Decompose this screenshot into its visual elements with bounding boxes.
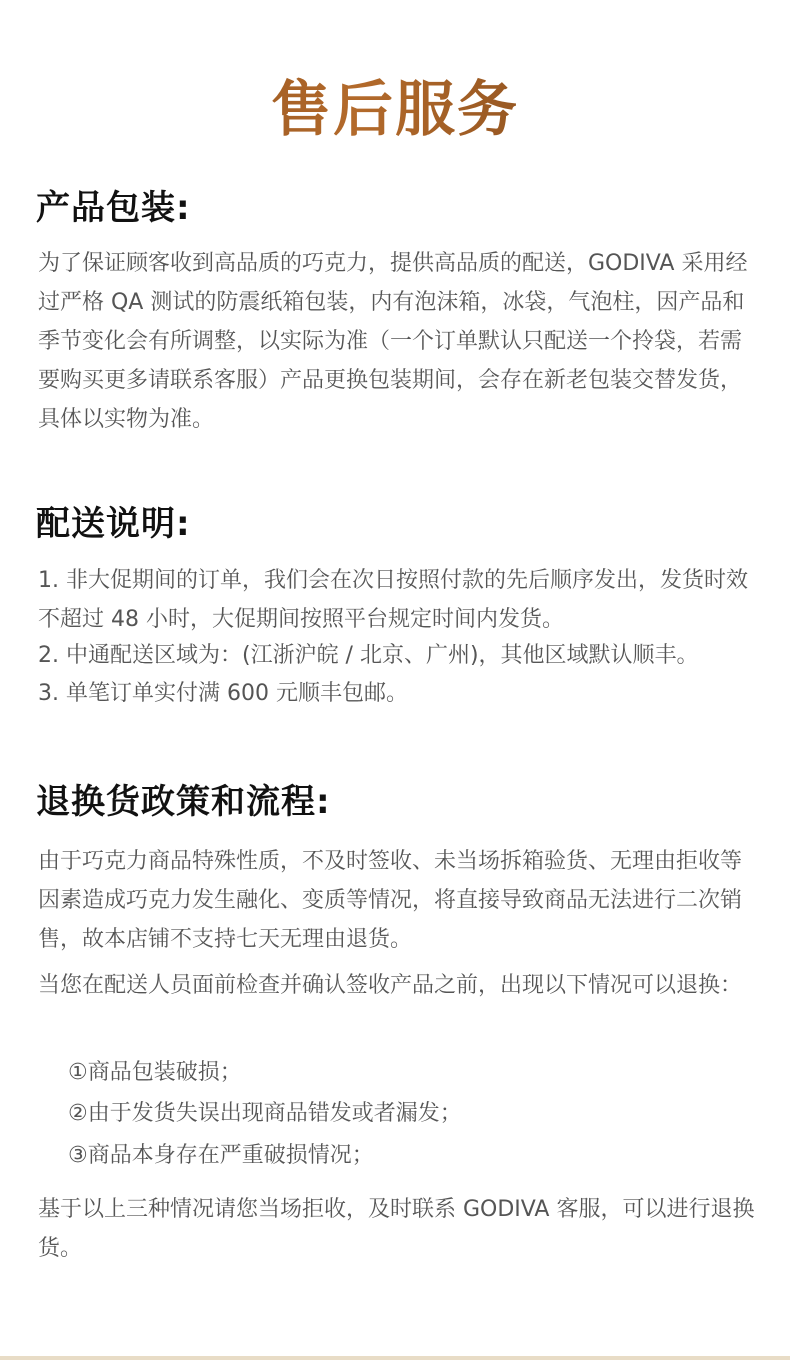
delivery-item-2: 2. 中通配送区域为：(江浙沪皖 / 北京、广州)，其他区域默认顺丰。 bbox=[38, 643, 699, 668]
returns-closing-paragraph: 基于以上三种情况请您当场拒收，及时联系 GODIVA 客服，可以进行退换货。 bbox=[38, 1197, 755, 1261]
condition-item-3: ③商品本身存在严重破损情况； bbox=[68, 1143, 374, 1168]
delivery-item-1: 1. 非大促期间的订单，我们会在次日按照付款的先后顺序发出，发货时效不超过 48 小时，大促期间按照平台规定时间内发货。 bbox=[38, 568, 748, 632]
condition-item-2: ②由于发货失误出现商品错发或者漏发； bbox=[68, 1101, 462, 1126]
condition-item-1: ①商品包装破损； bbox=[68, 1060, 242, 1085]
packaging-paragraph: 为了保证顾客收到高品质的巧克力，提供高品质的配送，GODIVA 采用经过严格 QA 测试的防震纸箱包装，内有泡沫箱，冰袋，气泡柱，因产品和季节变化会有所调整，以实际为准（一个订单默认只配送一个拎袋，若需要购买更多请联系客服）产品更换包装期间，会存在新老包装交替发货，具体以实物为准。 bbox=[38, 251, 748, 432]
packaging-heading: 产品包装: bbox=[36, 188, 191, 228]
returns-conditions-intro: 当您在配送人员面前检查并确认签收产品之前，出现以下情况可以退换： bbox=[38, 973, 743, 998]
page-title: 售后服务 bbox=[0, 70, 790, 150]
returns-policy-paragraph: 由于巧克力商品特殊性质，不及时签收、未当场拆箱验货、无理由拒收等因素造成巧克力发生融化、变质等情况，将直接导致商品无法进行二次销售，故本店铺不支持七天无理由退货。 bbox=[38, 849, 743, 952]
delivery-heading: 配送说明: bbox=[36, 504, 191, 544]
bottom-divider bbox=[0, 1356, 790, 1360]
delivery-item-3: 3. 单笔订单实付满 600 元顺丰包邮。 bbox=[38, 681, 408, 706]
returns-heading: 退换货政策和流程: bbox=[36, 782, 331, 822]
